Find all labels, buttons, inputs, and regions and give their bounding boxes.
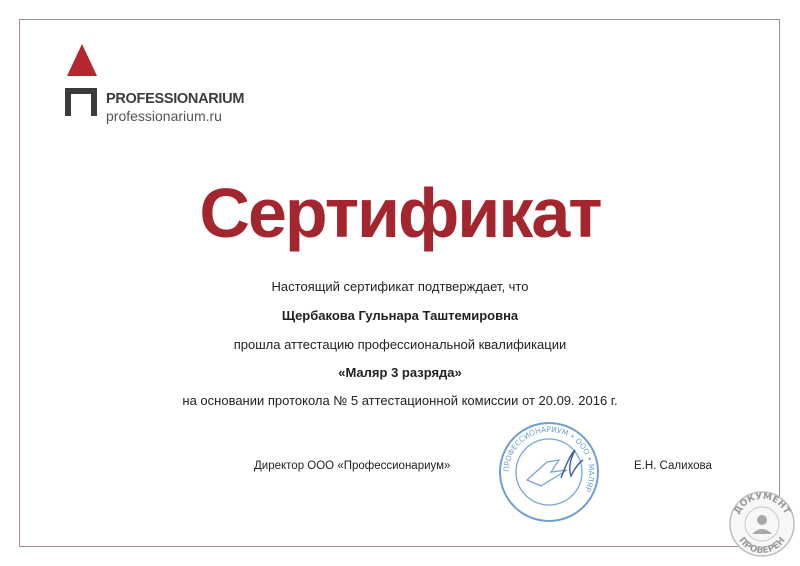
company-stamp-icon — [497, 420, 601, 524]
verified-bottom-text: ПРОВЕРЕН — [736, 535, 788, 557]
stamp-ring-text: ПРОФЕССИОНАРИУМ • ООО • МАЛЯР — [501, 424, 597, 494]
logo-mark-icon — [62, 44, 102, 126]
recipient-name: Щербакова Гульнара Таштемировна — [281, 308, 519, 323]
certificate-title: Сертификат — [199, 174, 601, 252]
logo-website: professionarium.ru — [106, 108, 222, 124]
logo-brand-name: PROFESSIONARIUM — [106, 91, 245, 107]
qualification-name: «Маляр 3 разряда» — [338, 365, 462, 380]
confirmation-text: Настоящий сертификат подтверждает, что — [271, 279, 529, 294]
director-name: Е.Н. Салихова — [634, 460, 712, 472]
verified-badge-icon — [728, 490, 796, 558]
verified-top-text: ДОКУМЕНТ — [732, 491, 792, 517]
director-position: Директор ООО «Профессионариум» — [254, 460, 451, 472]
attestation-text: прошла аттестацию профессиональной квалификации — [233, 337, 567, 352]
protocol-text: на основании протокола № 5 аттестационной комиссии от 20.09. 2016 г. — [182, 393, 618, 408]
